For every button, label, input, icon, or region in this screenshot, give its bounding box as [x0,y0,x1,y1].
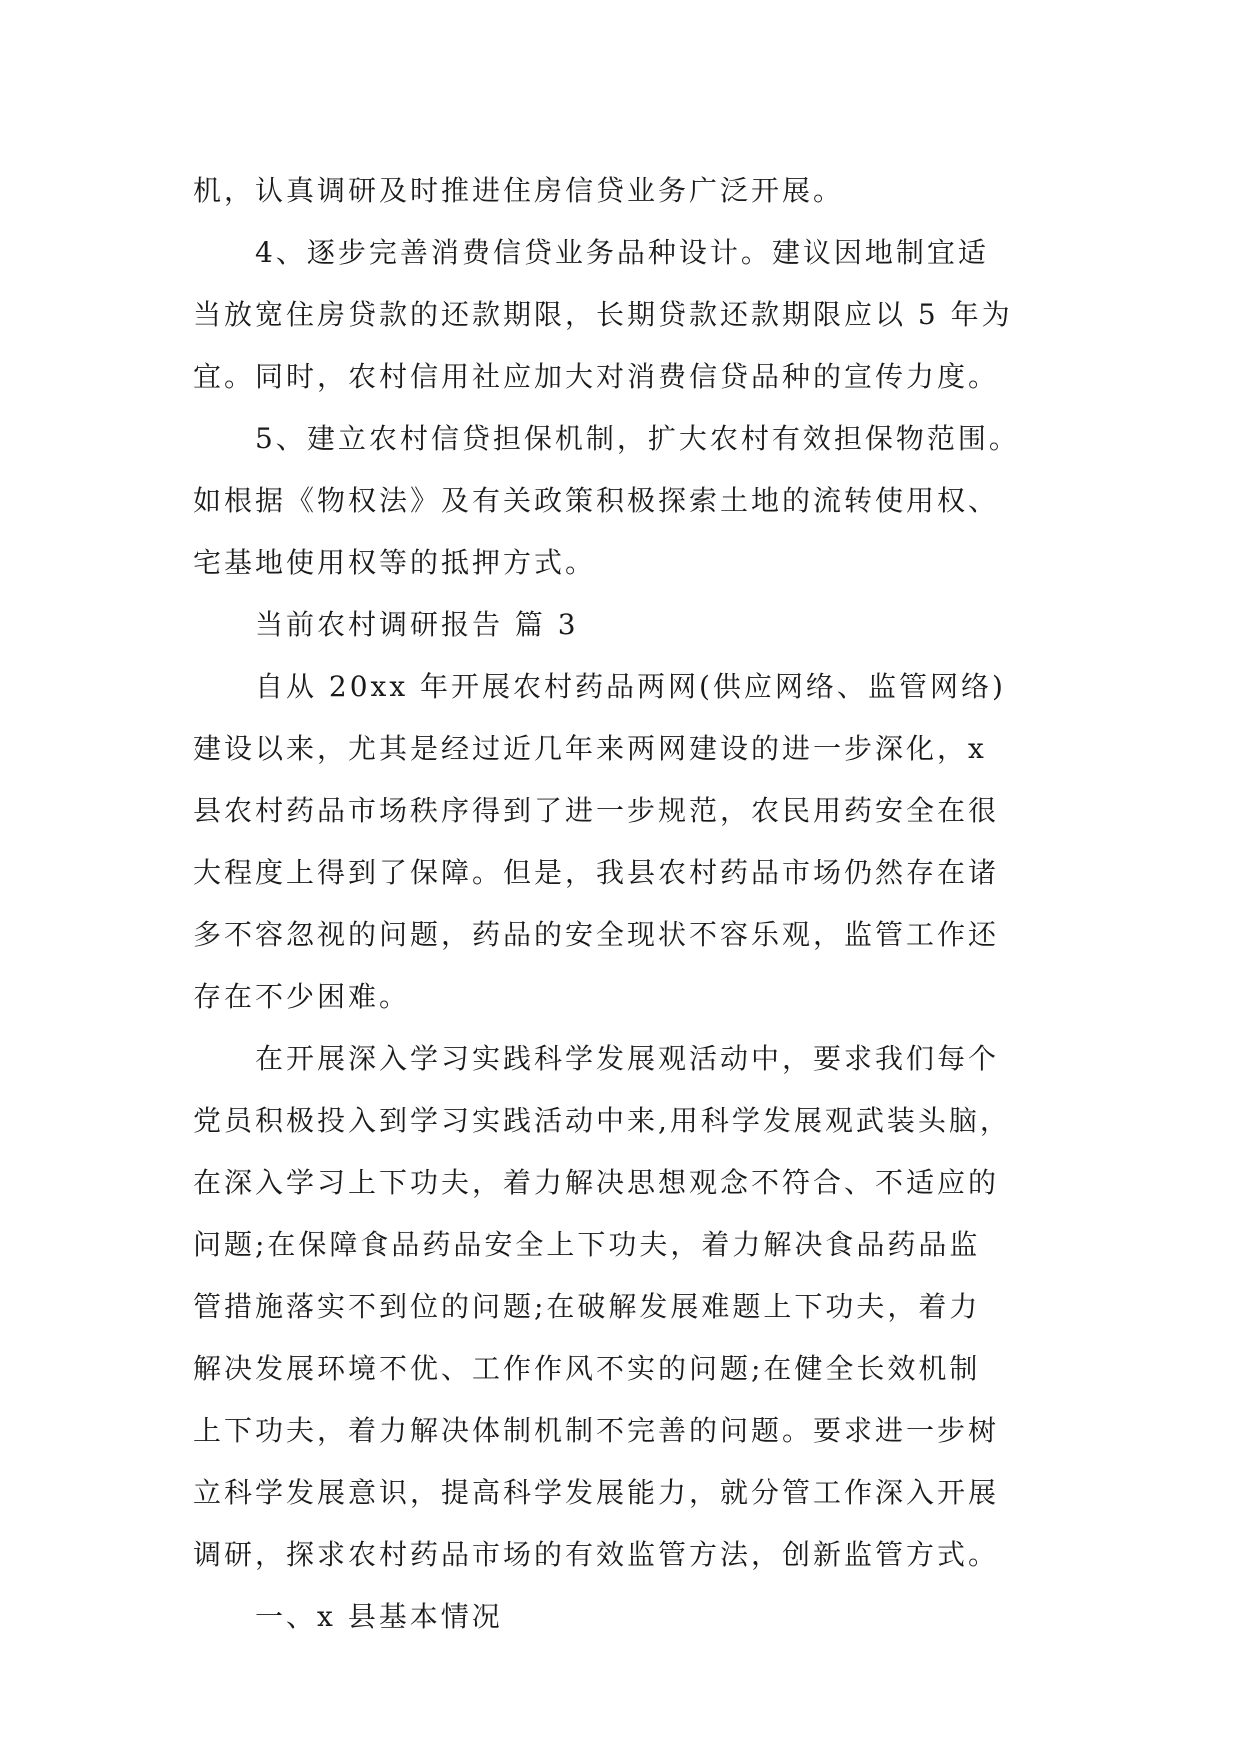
text-line: 在开展深入学习实践科学发展观活动中，要求我们每个 [255,1042,1000,1075]
text-line: 一、x 县基本情况 [255,1600,503,1633]
text-line: 大程度上得到了保障。但是，我县农村药品市场仍然存在诸 [193,856,1000,889]
text-line: 机，认真调研及时推进住房信贷业务广泛开展。 [193,174,845,207]
text-line: 自从 20xx 年开展农村药品两网(供应网络、监管网络) [255,670,1006,703]
text-line: 党员积极投入到学习实践活动中来,用科学发展观武装头脑， [193,1104,1011,1137]
text-line: 多不容忽视的问题，药品的安全现状不容乐观，监管工作还 [193,918,1000,951]
text-line: 宜。同时，农村信用社应加大对消费信贷品种的宣传力度。 [193,360,1000,393]
text-line: 建设以来，尤其是经过近几年来两网建设的进一步深化，x [193,732,987,765]
text-line: 如根据《物权法》及有关政策积极探索土地的流转使用权、 [193,484,1000,517]
text-line: 上下功夫，着力解决体制机制不完善的问题。要求进一步树 [193,1414,1000,1447]
text-line: 宅基地使用权等的抵押方式。 [193,546,597,579]
text-line: 县农村药品市场秩序得到了进一步规范，农民用药安全在很 [193,794,1000,827]
text-line: 当前农村调研报告 篇 3 [255,608,579,641]
text-line: 解决发展环境不优、工作作风不实的问题;在健全长效机制 [193,1352,981,1385]
text-line: 5、建立农村信贷担保机制，扩大农村有效担保物范围。 [255,422,1020,455]
text-line: 当放宽住房贷款的还款期限，长期贷款还款期限应以 5 年为 [193,298,1013,331]
document-body [193,160,1063,1648]
text-line: 调研，探求农村药品市场的有效监管方法，创新监管方式。 [193,1538,1000,1571]
text-line: 存在不少困难。 [193,980,411,1013]
text-line: 问题;在保障食品药品安全上下功夫，着力解决食品药品监 [193,1228,981,1261]
text-line: 在深入学习上下功夫，着力解决思想观念不符合、不适应的 [193,1166,1000,1199]
text-line: 4、逐步完善消费信贷业务品种设计。建议因地制宜适 [255,236,989,269]
text-line: 管措施落实不到位的问题;在破解发展难题上下功夫，着力 [193,1290,981,1323]
text-line: 立科学发展意识，提高科学发展能力，就分管工作深入开展 [193,1476,1000,1509]
